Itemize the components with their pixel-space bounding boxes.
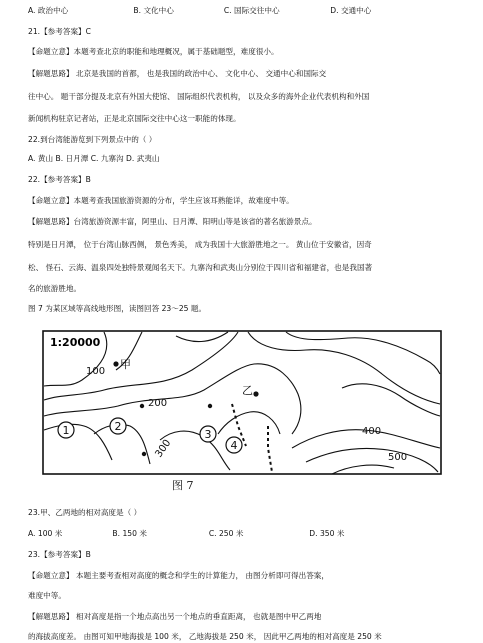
q22-jieti-line-2: 特别是日月潭， 位于台湾山脉西侧， 景色秀美， 成为我国十大旅游胜地之一。 黄山位于安徽省，因奇 bbox=[28, 240, 372, 249]
point-jia bbox=[113, 361, 118, 366]
q23-mingti-line-1: 【命题立意】 本题主要考查相对高度的概念和学生的计算能力， 由图分析即可得出答案， bbox=[28, 571, 329, 580]
q21-jieti-line-3: 新闻机构驻京记者站，正是北京国际交往中心这一职能的体现。 bbox=[28, 114, 241, 123]
point bbox=[140, 404, 144, 408]
q22-jieti-line-4: 名的旅游胜地。 bbox=[28, 284, 82, 293]
map-scale: 1:20000 bbox=[50, 336, 101, 349]
circle-2-number: 2 bbox=[114, 420, 122, 433]
q23-option-d: D. 350 米 bbox=[309, 529, 345, 538]
label-jia: 甲 bbox=[120, 358, 131, 371]
contour-map bbox=[42, 330, 442, 475]
circle-3-number: 3 bbox=[204, 428, 212, 441]
label-contour-100: 100 bbox=[86, 366, 106, 377]
label-yi: 乙 bbox=[242, 384, 253, 397]
point-yi bbox=[253, 391, 258, 396]
point bbox=[142, 452, 146, 456]
q21-answer: 21.【参考答案】C bbox=[28, 27, 91, 36]
q22-stem: 22.到台湾能游览到下列景点中的（ ） bbox=[28, 135, 157, 144]
figure-intro: 图 7 为某区域等高线地形图，读图回答 23～25 题。 bbox=[28, 304, 207, 313]
q22-options: A. 黄山 B. 日月潭 C. 九寨沟 D. 武夷山 bbox=[28, 154, 160, 163]
point bbox=[208, 404, 212, 408]
figure-caption: 图 7 bbox=[172, 479, 194, 492]
q22-jieti-line-3: 松、 怪石、云海、温泉四处独特景观闻名天下。九寨沟和武夷山分别位于四川省和福建省，也是我国著 bbox=[28, 263, 373, 272]
q20-option-a: A. 政治中心 bbox=[28, 6, 69, 15]
q23-option-c: C. 250 米 bbox=[208, 529, 244, 538]
q23-jieti-line-2: 的海拔高度差。 由图可知甲地海拔是 100 米， 乙地海拔是 250 米， 因此甲乙两地的相对高度是 250 米 bbox=[28, 632, 382, 641]
q21-jieti-line-2: 往中心。 题干部分提及北京有外国大使馆、 国际组织代表机构， 以及众多的海外企业代表机构和外国 bbox=[28, 92, 370, 101]
q20-option-d: D. 交通中心 bbox=[330, 6, 372, 15]
q21-jieti-line-1: 【解题思路】 北京是我国的首都， 也是我国的政治中心、 文化中心、 交通中心和国际交 bbox=[28, 69, 327, 78]
label-contour-400: 400 bbox=[362, 426, 382, 437]
q23-option-a: A. 100 米 bbox=[28, 529, 63, 538]
q23-options bbox=[28, 529, 344, 539]
q23-stem: 23.甲、乙两地的相对高度是（ ） bbox=[28, 508, 142, 517]
label-contour-300: 300 bbox=[153, 437, 174, 460]
q20-option-c: C. 国际交往中心 bbox=[223, 6, 280, 15]
q22-answer: 22.【参考答案】B bbox=[28, 175, 91, 184]
circle-4-number: 4 bbox=[230, 439, 238, 452]
label-contour-500: 500 bbox=[388, 452, 408, 463]
q20-option-b: B. 文化中心 bbox=[133, 6, 174, 15]
q22-mingti: 【命题立意】本题考查我国旅游资源的分布，学生应该耳熟能详，故难度中等。 bbox=[28, 196, 294, 205]
q23-jieti-line-1: 【解题思路】 相对高度是指一个地点高出另一个地点的垂直距离， 也就是图中甲乙两地 bbox=[28, 612, 322, 621]
map-frame bbox=[43, 331, 441, 474]
q22-jieti-line-1: 【解题思路】台湾旅游资源丰富，阿里山、日月潭、阳明山等是该省的著名旅游景点。 bbox=[28, 217, 317, 226]
q20-options bbox=[28, 6, 371, 16]
circle-1-number: 1 bbox=[62, 424, 70, 437]
q23-option-b: B. 150 米 bbox=[112, 529, 147, 538]
label-contour-200: 200 bbox=[148, 398, 168, 409]
q21-mingti: 【命题立意】本题考查北京的职能和地理概况，属于基础题型，难度很小。 bbox=[28, 47, 279, 56]
q23-answer: 23.【参考答案】B bbox=[28, 550, 91, 559]
q23-mingti-line-2: 难度中等。 bbox=[28, 591, 66, 600]
